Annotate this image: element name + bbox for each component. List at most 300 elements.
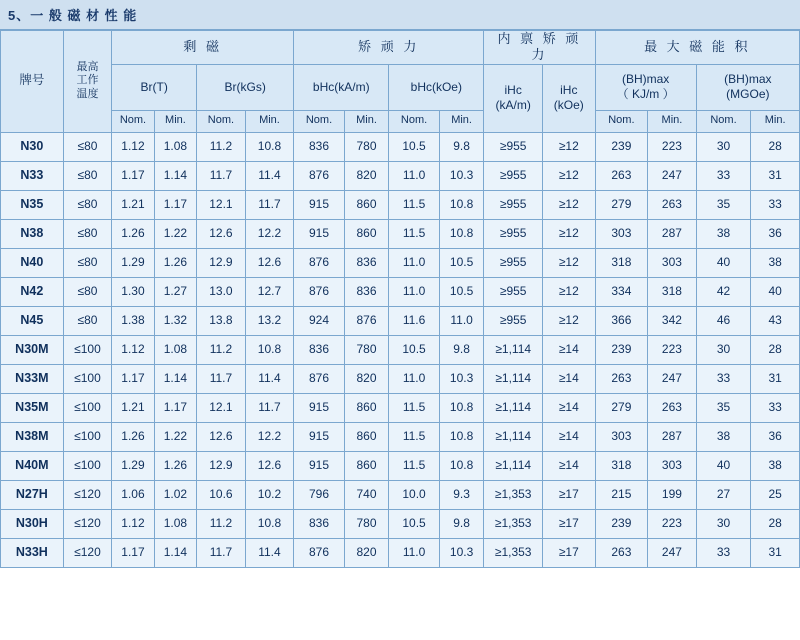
section-title-bar	[0, 0, 800, 30]
table-row	[1, 190, 800, 219]
cell-value: 46	[696, 306, 751, 335]
cell-value: 740	[344, 480, 388, 509]
cell-value: 9.8	[439, 335, 484, 364]
cell-value: 11.7	[245, 190, 294, 219]
cell-value: 1.17	[112, 161, 154, 190]
cell-value: ≥14	[543, 451, 596, 480]
cell-value: 10.8	[245, 335, 294, 364]
cell-grade: N35M	[1, 393, 64, 422]
header-br-kgs: Br(kGs)	[197, 64, 294, 110]
cell-grade: N45	[1, 306, 64, 335]
cell-value: 1.29	[112, 248, 154, 277]
table-row	[1, 132, 800, 161]
cell-value: 342	[648, 306, 697, 335]
cell-value: 223	[648, 509, 697, 538]
cell-value: 860	[344, 451, 388, 480]
header-bhmax-kj-line2: （ KJ/m ）	[616, 87, 675, 101]
cell-value: 13.2	[245, 306, 294, 335]
cell-value: 33	[696, 364, 751, 393]
cell-value: 303	[595, 219, 648, 248]
cell-value: 11.7	[197, 364, 246, 393]
cell-grade: N40M	[1, 451, 64, 480]
cell-value: 1.08	[154, 509, 196, 538]
cell-grade: N38	[1, 219, 64, 248]
cell-grade: N35	[1, 190, 64, 219]
cell-value: ≥1,353	[484, 538, 543, 567]
table-row	[1, 509, 800, 538]
cell-value: 10.3	[439, 161, 484, 190]
cell-value: 239	[595, 335, 648, 364]
cell-value: 12.2	[245, 219, 294, 248]
cell-value: 12.6	[245, 451, 294, 480]
header-nom-min-1: Min.	[154, 110, 196, 132]
cell-value: 876	[344, 306, 388, 335]
cell-value: 223	[648, 335, 697, 364]
cell-value: ≥955	[484, 132, 543, 161]
cell-value: 215	[595, 480, 648, 509]
cell-value: 247	[648, 364, 697, 393]
header-nom-min-0: Nom.	[112, 110, 154, 132]
cell-value: ≥1,114	[484, 393, 543, 422]
cell-value: 279	[595, 190, 648, 219]
cell-value: 11.5	[389, 422, 440, 451]
cell-value: 31	[751, 161, 800, 190]
cell-value: 31	[751, 538, 800, 567]
cell-value: ≥14	[543, 364, 596, 393]
cell-value: 30	[696, 335, 751, 364]
cell-value: 1.06	[112, 480, 154, 509]
cell-value: 318	[595, 451, 648, 480]
cell-value: 1.32	[154, 306, 196, 335]
header-bhmax-kj-line1: (BH)max	[621, 72, 670, 86]
cell-value: 1.26	[112, 422, 154, 451]
cell-value: 820	[344, 538, 388, 567]
cell-value: ≥1,114	[484, 335, 543, 364]
cell-value: 36	[751, 219, 800, 248]
cell-value: 1.38	[112, 306, 154, 335]
cell-max-temp: ≤80	[63, 306, 112, 335]
cell-value: 915	[294, 219, 345, 248]
cell-value: 1.12	[112, 509, 154, 538]
cell-value: 1.12	[112, 132, 154, 161]
cell-value: 10.5	[439, 277, 484, 306]
cell-value: 10.0	[389, 480, 440, 509]
cell-value: 40	[696, 451, 751, 480]
header-group-intrinsic-coercivity	[484, 31, 595, 65]
cell-value: 13.8	[197, 306, 246, 335]
cell-value: 1.22	[154, 422, 196, 451]
cell-value: ≥1,114	[484, 364, 543, 393]
cell-value: 10.8	[439, 422, 484, 451]
cell-value: 263	[595, 538, 648, 567]
cell-value: 239	[595, 132, 648, 161]
cell-value: 28	[751, 132, 800, 161]
cell-value: 279	[595, 393, 648, 422]
cell-value: 10.2	[245, 480, 294, 509]
cell-value: ≥955	[484, 248, 543, 277]
cell-value: 1.29	[112, 451, 154, 480]
cell-value: 263	[595, 364, 648, 393]
header-bhc-koe: bHc(kOe)	[389, 64, 484, 110]
header-row-groups	[1, 31, 800, 65]
cell-value: 1.26	[112, 219, 154, 248]
cell-value: 11.5	[389, 190, 440, 219]
cell-value: 36	[751, 422, 800, 451]
cell-value: 1.17	[112, 364, 154, 393]
cell-value: ≥955	[484, 277, 543, 306]
cell-value: 1.12	[112, 335, 154, 364]
table-row	[1, 277, 800, 306]
cell-value: 12.1	[197, 190, 246, 219]
cell-value: 924	[294, 306, 345, 335]
cell-grade: N33	[1, 161, 64, 190]
cell-value: 43	[751, 306, 800, 335]
cell-value: 836	[344, 248, 388, 277]
cell-value: 318	[648, 277, 697, 306]
cell-value: 11.2	[197, 509, 246, 538]
cell-value: ≥12	[543, 306, 596, 335]
header-ihc-kam-line2: (kA/m)	[495, 98, 531, 112]
cell-value: 836	[294, 509, 345, 538]
cell-value: 303	[648, 248, 697, 277]
cell-value: 38	[696, 422, 751, 451]
cell-grade: N38M	[1, 422, 64, 451]
cell-value: 38	[751, 451, 800, 480]
cell-value: 860	[344, 393, 388, 422]
header-bhmax-mgoe	[696, 64, 799, 110]
cell-value: 1.08	[154, 335, 196, 364]
table-body	[1, 132, 800, 567]
cell-value: 836	[294, 132, 345, 161]
table-row	[1, 219, 800, 248]
cell-grade: N33M	[1, 364, 64, 393]
cell-value: 33	[696, 161, 751, 190]
cell-value: 915	[294, 393, 345, 422]
cell-value: ≥14	[543, 422, 596, 451]
cell-value: 1.26	[154, 451, 196, 480]
cell-value: 1.21	[112, 393, 154, 422]
cell-value: 13.0	[197, 277, 246, 306]
cell-value: 11.4	[245, 538, 294, 567]
cell-grade: N42	[1, 277, 64, 306]
cell-value: 1.26	[154, 248, 196, 277]
cell-max-temp: ≤120	[63, 509, 112, 538]
cell-value: 11.2	[197, 335, 246, 364]
cell-value: 11.7	[197, 538, 246, 567]
cell-value: 247	[648, 538, 697, 567]
header-ihc-kam	[484, 64, 543, 132]
cell-value: 876	[294, 248, 345, 277]
cell-value: 287	[648, 422, 697, 451]
cell-value: 1.21	[112, 190, 154, 219]
header-bhmax-mgoe-line1: (BH)max	[724, 72, 772, 86]
magnet-spec-table	[0, 30, 800, 568]
cell-value: 876	[294, 277, 345, 306]
cell-value: 263	[648, 190, 697, 219]
cell-value: 11.0	[389, 277, 440, 306]
page-title: 5、一 般 磁 材 性 能	[8, 8, 138, 23]
cell-value: 11.0	[389, 538, 440, 567]
header-nom-min-6: Nom.	[389, 110, 440, 132]
cell-value: 11.2	[197, 132, 246, 161]
header-bhmax-mgoe-line2: (MGOe)	[726, 87, 770, 101]
cell-value: 1.14	[154, 364, 196, 393]
cell-value: 25	[751, 480, 800, 509]
cell-grade: N30M	[1, 335, 64, 364]
cell-value: 11.0	[389, 248, 440, 277]
cell-value: 11.0	[389, 364, 440, 393]
cell-value: ≥12	[543, 190, 596, 219]
cell-value: 318	[595, 248, 648, 277]
cell-value: ≥12	[543, 132, 596, 161]
cell-value: 860	[344, 422, 388, 451]
cell-value: 780	[344, 335, 388, 364]
cell-value: 10.8	[439, 393, 484, 422]
cell-value: 1.30	[112, 277, 154, 306]
cell-value: 10.3	[439, 538, 484, 567]
cell-value: 10.8	[245, 132, 294, 161]
cell-value: 35	[696, 393, 751, 422]
cell-value: 33	[751, 393, 800, 422]
cell-max-temp: ≤120	[63, 480, 112, 509]
cell-max-temp: ≤100	[63, 393, 112, 422]
cell-value: 303	[648, 451, 697, 480]
header-row-nom-min	[1, 110, 800, 132]
cell-max-temp: ≤80	[63, 277, 112, 306]
header-ihc-koe-line2: (kOe)	[553, 98, 584, 112]
cell-value: ≥12	[543, 248, 596, 277]
table-row	[1, 161, 800, 190]
cell-value: 247	[648, 161, 697, 190]
cell-value: 28	[751, 335, 800, 364]
cell-value: ≥1,114	[484, 451, 543, 480]
header-nom-min-3: Min.	[245, 110, 294, 132]
header-ihc-koe	[543, 64, 596, 132]
cell-value: 1.27	[154, 277, 196, 306]
cell-value: 12.2	[245, 422, 294, 451]
cell-value: 820	[344, 364, 388, 393]
cell-value: ≥17	[543, 509, 596, 538]
cell-value: ≥955	[484, 161, 543, 190]
cell-value: 30	[696, 509, 751, 538]
cell-value: ≥14	[543, 393, 596, 422]
cell-max-temp: ≤80	[63, 190, 112, 219]
cell-value: 199	[648, 480, 697, 509]
header-nom-min-8: Nom.	[595, 110, 648, 132]
cell-value: ≥12	[543, 277, 596, 306]
cell-value: 1.17	[112, 538, 154, 567]
header-br-t: Br(T)	[112, 64, 197, 110]
cell-value: 915	[294, 451, 345, 480]
cell-value: 40	[751, 277, 800, 306]
header-max-temp-line1: 最高	[76, 60, 99, 73]
cell-value: 303	[595, 422, 648, 451]
cell-value: 31	[751, 364, 800, 393]
cell-value: 223	[648, 132, 697, 161]
cell-value: 9.8	[439, 132, 484, 161]
cell-value: ≥955	[484, 306, 543, 335]
cell-value: 915	[294, 190, 345, 219]
cell-value: 10.8	[439, 219, 484, 248]
cell-value: ≥14	[543, 335, 596, 364]
cell-value: 10.5	[389, 132, 440, 161]
cell-value: 1.22	[154, 219, 196, 248]
cell-value: 11.7	[197, 161, 246, 190]
cell-value: ≥955	[484, 219, 543, 248]
cell-value: ≥17	[543, 480, 596, 509]
cell-max-temp: ≤100	[63, 451, 112, 480]
cell-value: 12.1	[197, 393, 246, 422]
header-row-units	[1, 64, 800, 110]
cell-value: 9.3	[439, 480, 484, 509]
cell-value: 876	[294, 538, 345, 567]
header-intrinsic-line1: 内 禀 矫 顽	[497, 31, 582, 46]
header-nom-min-5: Min.	[344, 110, 388, 132]
cell-value: 11.5	[389, 451, 440, 480]
header-group-remanence: 剩 磁	[112, 31, 294, 65]
cell-value: 860	[344, 219, 388, 248]
cell-value: 11.5	[389, 393, 440, 422]
table-row	[1, 451, 800, 480]
cell-value: ≥17	[543, 538, 596, 567]
header-nom-min-11: Min.	[751, 110, 800, 132]
cell-value: ≥1,114	[484, 422, 543, 451]
cell-grade: N30H	[1, 509, 64, 538]
cell-max-temp: ≤100	[63, 422, 112, 451]
table-row	[1, 306, 800, 335]
cell-max-temp: ≤120	[63, 538, 112, 567]
cell-value: 10.8	[439, 190, 484, 219]
cell-value: 38	[751, 248, 800, 277]
cell-max-temp: ≤80	[63, 219, 112, 248]
header-group-coercivity: 矫 顽 力	[294, 31, 484, 65]
cell-value: 12.6	[197, 219, 246, 248]
table-row	[1, 480, 800, 509]
header-max-temp	[63, 31, 112, 133]
cell-value: ≥12	[543, 219, 596, 248]
table-row	[1, 364, 800, 393]
header-max-temp-line2: 工作	[76, 74, 99, 87]
cell-value: 11.5	[389, 219, 440, 248]
cell-grade: N40	[1, 248, 64, 277]
cell-value: 1.08	[154, 132, 196, 161]
cell-value: 12.6	[197, 422, 246, 451]
cell-value: 820	[344, 161, 388, 190]
cell-grade: N27H	[1, 480, 64, 509]
cell-value: 287	[648, 219, 697, 248]
cell-value: 1.14	[154, 538, 196, 567]
cell-value: 860	[344, 190, 388, 219]
cell-value: 10.6	[197, 480, 246, 509]
header-bhmax-kj	[595, 64, 696, 110]
header-nom-min-10: Nom.	[696, 110, 751, 132]
cell-value: 836	[344, 277, 388, 306]
cell-max-temp: ≤80	[63, 161, 112, 190]
header-intrinsic-line2: 力	[531, 47, 548, 63]
header-grade: 牌号	[1, 31, 64, 133]
header-group-energy-product: 最 大 磁 能 积	[595, 31, 799, 65]
cell-value: 366	[595, 306, 648, 335]
cell-value: ≥955	[484, 190, 543, 219]
cell-value: 1.17	[154, 393, 196, 422]
header-nom-min-9: Min.	[648, 110, 697, 132]
table-row	[1, 422, 800, 451]
header-nom-min-7: Min.	[439, 110, 484, 132]
cell-value: 9.8	[439, 509, 484, 538]
cell-value: 40	[696, 248, 751, 277]
cell-value: 780	[344, 132, 388, 161]
cell-value: ≥12	[543, 161, 596, 190]
cell-value: ≥1,353	[484, 480, 543, 509]
cell-grade: N30	[1, 132, 64, 161]
cell-grade: N33H	[1, 538, 64, 567]
header-ihc-koe-line1: iHc	[560, 83, 578, 97]
cell-value: 35	[696, 190, 751, 219]
header-nom-min-2: Nom.	[197, 110, 246, 132]
cell-value: 33	[696, 538, 751, 567]
cell-value: 27	[696, 480, 751, 509]
cell-value: 876	[294, 161, 345, 190]
header-nom-min-4: Nom.	[294, 110, 345, 132]
cell-value: 239	[595, 509, 648, 538]
cell-value: 11.6	[389, 306, 440, 335]
table-row	[1, 538, 800, 567]
table-row	[1, 248, 800, 277]
cell-value: 780	[344, 509, 388, 538]
cell-max-temp: ≤80	[63, 132, 112, 161]
cell-value: 30	[696, 132, 751, 161]
cell-value: 836	[294, 335, 345, 364]
cell-value: 33	[751, 190, 800, 219]
cell-value: 11.0	[389, 161, 440, 190]
cell-value: 42	[696, 277, 751, 306]
cell-value: ≥1,353	[484, 509, 543, 538]
cell-value: 11.4	[245, 364, 294, 393]
cell-max-temp: ≤100	[63, 364, 112, 393]
cell-value: 10.8	[245, 509, 294, 538]
cell-value: 11.4	[245, 161, 294, 190]
cell-max-temp: ≤80	[63, 248, 112, 277]
cell-value: 12.9	[197, 248, 246, 277]
cell-value: 28	[751, 509, 800, 538]
cell-value: 11.0	[439, 306, 484, 335]
cell-value: 12.7	[245, 277, 294, 306]
header-max-temp-line3: 温度	[76, 88, 99, 101]
table-row	[1, 335, 800, 364]
cell-value: 10.5	[389, 509, 440, 538]
cell-value: 876	[294, 364, 345, 393]
cell-value: 1.14	[154, 161, 196, 190]
cell-value: 10.8	[439, 451, 484, 480]
table-header	[1, 31, 800, 133]
cell-value: 263	[648, 393, 697, 422]
cell-value: 10.3	[439, 364, 484, 393]
cell-value: 263	[595, 161, 648, 190]
cell-value: 915	[294, 422, 345, 451]
cell-value: 38	[696, 219, 751, 248]
cell-value: 12.9	[197, 451, 246, 480]
header-ihc-kam-line1: iHc	[504, 83, 522, 97]
cell-value: 1.02	[154, 480, 196, 509]
table-row	[1, 393, 800, 422]
cell-value: 1.17	[154, 190, 196, 219]
header-bhc-kam: bHc(kA/m)	[294, 64, 389, 110]
cell-value: 11.7	[245, 393, 294, 422]
cell-value: 796	[294, 480, 345, 509]
cell-value: 10.5	[439, 248, 484, 277]
cell-value: 10.5	[389, 335, 440, 364]
cell-value: 12.6	[245, 248, 294, 277]
